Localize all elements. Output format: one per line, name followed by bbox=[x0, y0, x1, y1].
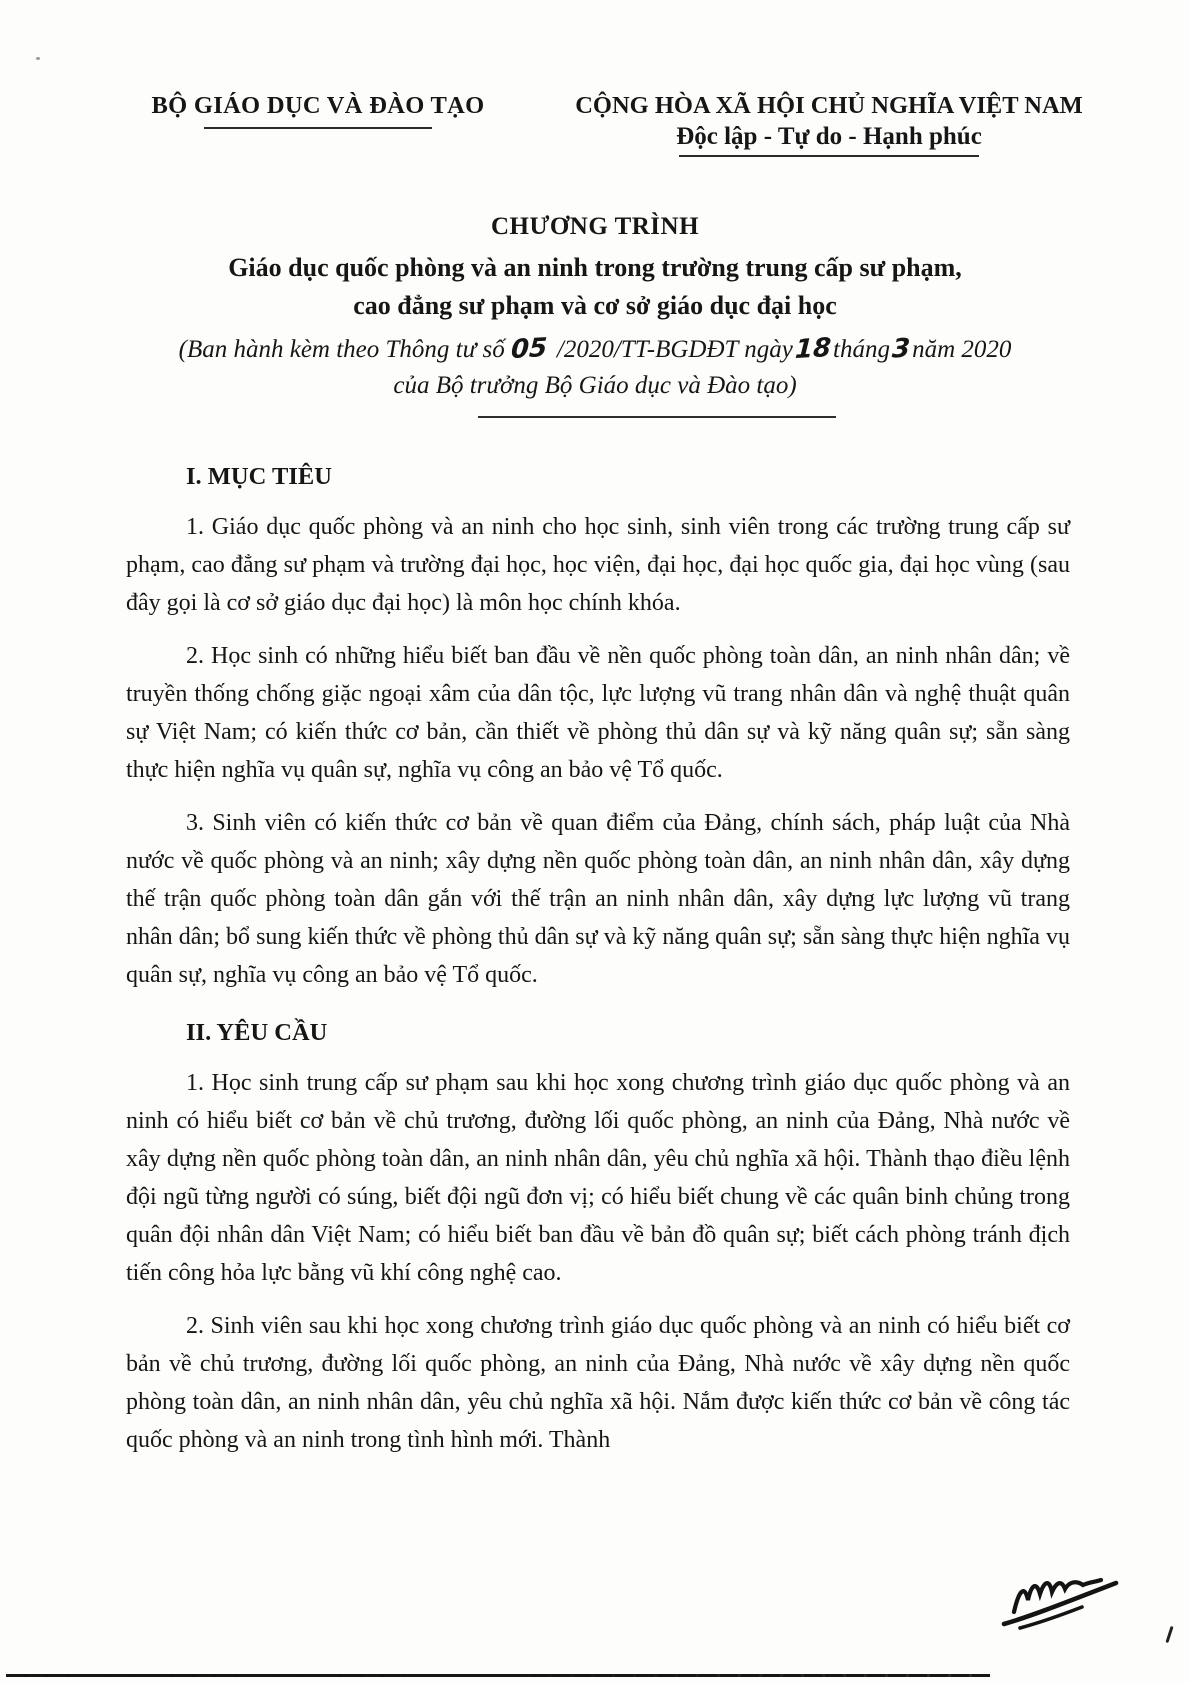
document-title-line1: Giáo dục quốc phòng và an ninh trong trường trung cấp sư phạm, bbox=[228, 253, 962, 282]
scan-speckle bbox=[36, 57, 40, 60]
signature-initials-icon bbox=[998, 1556, 1128, 1636]
handwritten-month: 3 bbox=[891, 333, 911, 365]
section-heading-muc-tieu: I. MỤC TIÊU bbox=[186, 463, 332, 490]
paragraph-ii-2: 2. Sinh viên sau khi học xong chương trình giáo dục quốc phòng và an ninh có hiểu biết cơ bản về chủ trương, đường lối quốc phòng, an ninh của Đảng, Nhà nước về xây dựng nền quốc phòng toàn dân, an ninh nhân dân, yêu chủ nghĩa xã hội. Nắm được kiến thức cơ bản về công tác quốc phòng và an ninh trong tình hình mới. Thành bbox=[126, 1313, 1070, 1453]
issuance-pre: (Ban hành kèm theo Thông tư số bbox=[178, 336, 505, 363]
paragraph-i-3: 3. Sinh viên có kiến thức cơ bản về quan điểm của Đảng, chính sách, pháp luật của Nhà nước về quốc phòng và an ninh; xây dựng nền quốc phòng toàn dân, an ninh nhân dân, xây dựng thế trận quốc phòng toàn dân gắn với thế trận an ninh nhân dân, xây dựng lực lượng vũ trang nhân dân; bổ sung kiến thức về phòng thủ dân sự và kỹ năng quân sự; sẵn sàng thực hiện nghĩa vụ quân sự, nghĩa vụ công an bảo vệ Tổ quốc. bbox=[126, 810, 1070, 988]
issuance-mid2: tháng bbox=[833, 336, 890, 363]
issuance-note bbox=[0, 331, 1190, 404]
national-motto-block bbox=[518, 92, 1130, 157]
paragraph-i-1: 1. Giáo dục quốc phòng và an ninh cho học sinh, sinh viên trong các trường trung cấp sư phạm, cao đẳng sư phạm và trường đại học, học viện, đại học, đại học quốc gia, đại học vùng (sau đây gọi là cơ sở giáo dục đại học) là môn học chính khóa. bbox=[126, 514, 1070, 616]
document-type-heading: CHƯƠNG TRÌNH bbox=[490, 213, 700, 240]
issuing-agency-block bbox=[118, 92, 518, 129]
paragraph-i-2: 2. Học sinh có những hiểu biết ban đầu về nền quốc phòng toàn dân, an ninh nhân dân; về truyền thống chống giặc ngoại xâm của dân tộc, lực lượng vũ trang nhân dân và nghệ thuật quân sự Việt Nam; có kiến thức cơ bản, cần thiết về phòng thủ dân sự và kỹ năng quân sự; sẵn sàng thực hiện nghĩa vụ quân sự, nghĩa vụ công an bảo vệ Tổ quốc. bbox=[126, 643, 1070, 783]
issuance-line2: của Bộ trưởng Bộ Giáo dục và Đào tạo) bbox=[393, 372, 797, 399]
agency-underline bbox=[204, 127, 432, 129]
issuance-post: năm 2020 bbox=[912, 336, 1012, 363]
pen-tick-mark bbox=[1165, 1626, 1173, 1643]
issuing-agency-name: BỘ GIÁO DỤC VÀ ĐÀO TẠO bbox=[151, 92, 485, 119]
document-title bbox=[0, 249, 1190, 325]
scan-artifact-line bbox=[6, 1674, 990, 1677]
issuance-line1 bbox=[0, 331, 1190, 368]
country-name: CỘNG HÒA XÃ HỘI CHỦ NGHĨA VIỆT NAM bbox=[575, 92, 1083, 119]
document-title-line2: cao đẳng sư phạm và cơ sở giáo dục đại học bbox=[353, 291, 837, 320]
handwritten-day: 18 bbox=[794, 332, 832, 366]
title-separator-line bbox=[478, 416, 836, 418]
national-header bbox=[0, 0, 1190, 157]
motto-underline bbox=[679, 155, 979, 157]
national-motto: Độc lập - Tự do - Hạnh phúc bbox=[676, 123, 982, 150]
issuance-mid1: /2020/TT-BGDĐT ngày bbox=[556, 336, 793, 363]
document-body bbox=[126, 458, 1070, 1459]
handwritten-circular-number: 05 bbox=[509, 332, 548, 366]
section-heading-yeu-cau: II. YÊU CẦU bbox=[186, 1019, 328, 1046]
title-block bbox=[0, 213, 1190, 418]
paragraph-ii-1: 1. Học sinh trung cấp sư phạm sau khi học xong chương trình giáo dục quốc phòng và an ninh có hiểu biết cơ bản về chủ trương, đường lối quốc phòng, an ninh của Đảng, Nhà nước về xây dựng nền quốc phòng toàn dân, an ninh nhân dân, yêu chủ nghĩa xã hội. Thành thạo điều lệnh đội ngũ từng người có súng, biết đội ngũ đơn vị; có hiểu biết chung về các quân binh chủng trong quân đội nhân dân Việt Nam; có hiểu biết ban đầu về bản đồ quân sự; biết cách phòng tránh địch tiến công hỏa lực bằng vũ khí công nghệ cao. bbox=[126, 1070, 1070, 1286]
